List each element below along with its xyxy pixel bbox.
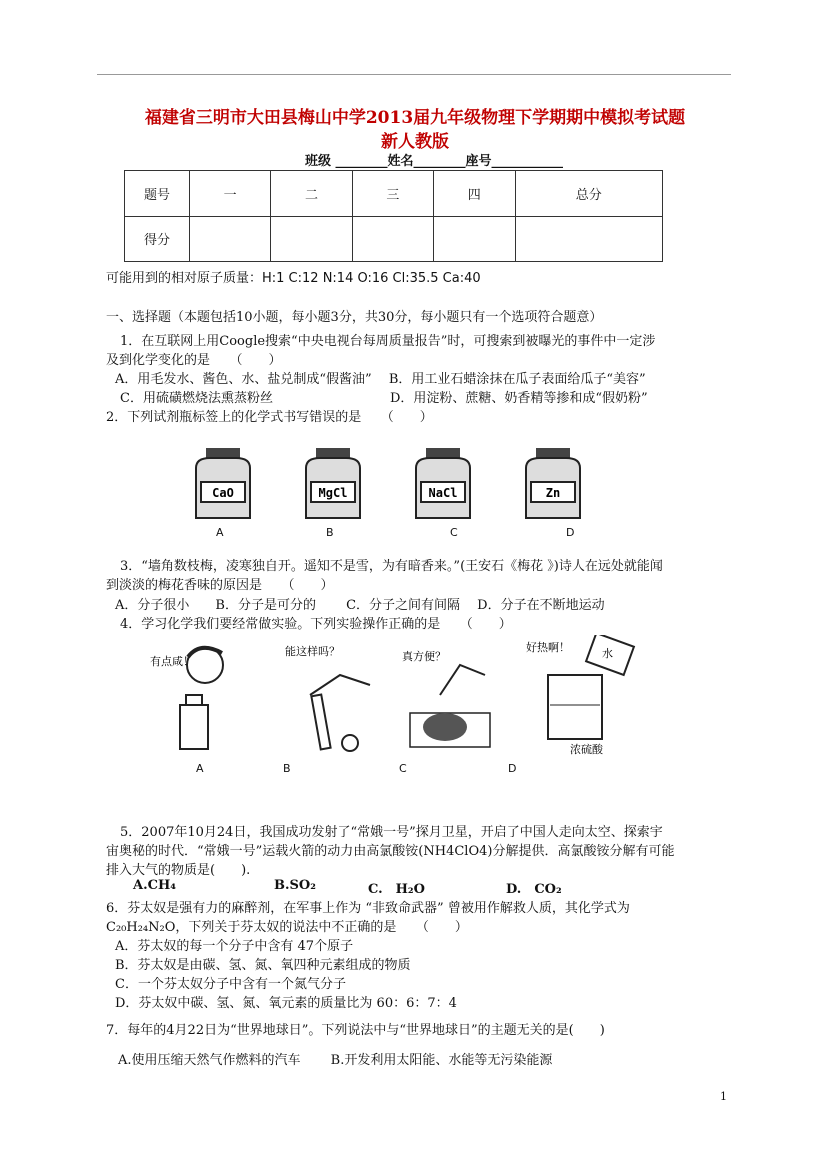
q5-line2: 宙奥秘的时代．“常娥一号”运载火箭的动力由高氯酸铵(NH4ClO4)分解提供．高氯酸铵分解有可能 [106,844,675,859]
bottle-c [416,448,470,518]
score-table-header-row [125,171,663,217]
score-table-score-row [125,216,663,262]
score-input-cell[interactable] [190,216,271,262]
doc-title-line2: 新人教版 [381,132,449,152]
q4-experiments-figure [140,635,650,755]
bottle-letter-b: B [326,526,334,539]
score-input-cell[interactable] [434,216,515,262]
student-info-line: 班级 ________姓名________座号___________ [305,154,564,169]
experiment-a-speech: 有点咸！ [150,655,194,668]
experiment-a-taste [150,647,223,749]
q7-options-ab: A.使用压缩天然气作燃料的汽车 B.开发利用太阳能、水能等无污染能源 [118,1053,553,1068]
score-cell: 题号 [125,171,190,217]
experiment-c-speech: 真方便？ [402,650,446,663]
q3-options: A．分子很小 B．分子是可分的 C．分子之间有间隔 D．分子在不断地运动 [115,598,605,613]
atomic-masses: 可能用到的相对原子质量：H:1 C:12 N:14 O:16 Cl:35.5 Ca:40 [106,271,481,286]
q3-line1: 3．“墙角数枝梅，凌寒独自开。遥知不是雪，为有暗香来。”(王安石《梅花 》)诗人在远处就能闻 [120,559,663,574]
q5-option-c: C. H₂O [368,882,425,897]
q1-line1: 1．在互联网上用Coogle搜索“中央电视台每周质量报告”时，可搜索到被曝光的事件中一定涉 [120,334,656,349]
q6-option-d: D．芬太奴中碳、氢、氮、氧元素的质量比为 60：6：7：4 [115,996,457,1011]
q6-line1: 6．芬太奴是强有力的麻醉剂，在军事上作为 “非致命武器” 曾被用作解救人质，其化学式为 [106,901,630,916]
bottle-letter-a: A [216,526,224,539]
score-cell: 一 [190,171,271,217]
bottle-label: Zn [545,486,561,500]
q5-line3: 排入大气的物质是( ). [106,863,251,878]
q1-options-ab: A．用毛发水、酱色、水、盐兑制成“假酱油” B．用工业石蜡涂抹在瓜子表面给瓜子“美容” [115,372,646,387]
bottle-b [306,448,360,518]
q1-options-cd: C．用硫磺燃烧法熏蒸粉丝 D．用淀粉、蔗糖、奶香精等掺和成“假奶粉” [120,391,648,406]
experiment-d-dilution [526,635,634,755]
bottle-a [196,448,250,518]
q5-option-a: A.CH₄ [133,878,176,893]
experiment-b-speech: 能这样吗？ [285,645,340,658]
q5-option-b: B.SO₂ [274,878,316,893]
experiment-b-testtube [285,644,370,751]
score-cell: 得分 [125,216,190,262]
bottle-letter-d: D [566,526,575,539]
q6-line2: C₂₀H₂₄N₂O，下列关于芬太奴的说法中不正确的是 （ ） [106,920,468,935]
q6-option-c: C．一个芬太奴分子中含有一个氮气分子 [115,977,346,992]
q2-stem: 2．下列试剂瓶标签上的化学式书写错误的是 （ ） [106,410,433,425]
score-cell: 三 [352,171,433,217]
experiment-letter-d: D [508,762,517,775]
q3-line2: 到淡淡的梅花香味的原因是 （ ） [106,578,334,593]
bottle-letter-c: C [450,526,458,539]
experiment-letter-a: A [196,762,204,775]
experiment-letter-c: C [399,762,407,775]
score-cell: 二 [271,171,352,217]
experiment-d-water-label: 水 [602,647,613,660]
score-cell: 总分 [515,171,663,217]
score-input-cell[interactable] [271,216,352,262]
experiment-letter-b: B [283,762,291,775]
bottle-label: MgCl [318,486,348,500]
score-input-cell[interactable] [515,216,663,262]
q7-stem: 7．每年的4月22日为“世界地球日”。下列说法中与“世界地球日”的主题无关的是( ) [106,1023,605,1038]
experiment-d-acid-label: 浓硫酸 [570,743,603,755]
score-table [124,170,663,262]
q6-option-a: A．芬太奴的每一个分子中含有 47个原子 [115,939,354,954]
score-input-cell[interactable] [352,216,433,262]
section1-heading: 一、选择题（本题包括10小题，每小题3分，共30分，每小题只有一个选项符合题意） [106,310,603,325]
page-number: 1 [720,1090,727,1103]
q5-line1: 5．2007年10月24日，我国成功发射了“常娥一号”探月卫星，开启了中国人走向太空、探索宇 [120,825,663,840]
q1-line2: 及到化学变化的是 （ ） [106,353,282,368]
bottle-label: CaO [212,486,234,500]
bottle-label: NaCl [428,486,458,500]
bottle-d [526,448,580,518]
doc-title-line1: 福建省三明市大田县梅山中学2013届九年级物理下学期期中模拟考试题 [144,108,686,128]
experiment-c-powder [402,649,490,747]
q5-option-d: D. CO₂ [506,882,562,897]
q6-option-b: B．芬太奴是由碳、氢、氮、氧四种元素组成的物质 [115,958,411,973]
q4-stem: 4．学习化学我们要经常做实验。下列实验操作正确的是 （ ） [120,617,512,632]
q2-bottles-figure [190,446,590,526]
score-cell: 四 [434,171,515,217]
experiment-d-speech: 好热啊！ [526,641,570,654]
header-rule [97,74,731,75]
